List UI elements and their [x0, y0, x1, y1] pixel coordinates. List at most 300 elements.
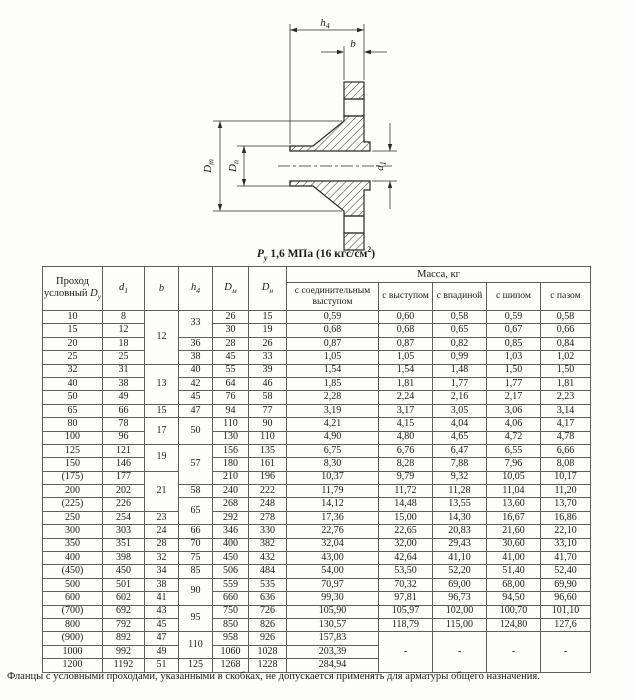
dim-label-dn: $D_n$ — [227, 160, 241, 172]
table-cell: 1,48 — [433, 364, 487, 377]
table-cell: 1,02 — [541, 351, 591, 364]
table-cell: 54,00 — [287, 565, 379, 578]
table-cell: 156 — [213, 444, 249, 457]
table-cell: 43 — [145, 605, 179, 618]
table-cell: 8,30 — [287, 458, 379, 471]
table-cell: 196 — [249, 471, 287, 484]
table-cell: 29,43 — [433, 538, 487, 551]
table-cell: 24 — [145, 525, 179, 538]
table-cell: 19 — [145, 444, 179, 471]
table-cell: 11,28 — [433, 485, 487, 498]
table-cell: 4,15 — [379, 418, 433, 431]
table-cell: 110 — [213, 418, 249, 431]
table-cell: 10 — [43, 311, 103, 324]
table-cell: 660 — [213, 592, 249, 605]
table-cell: 450 — [103, 565, 145, 578]
table-cell: (450) — [43, 565, 103, 578]
table-cell: 121 — [103, 444, 145, 457]
table-cell: 7,96 — [487, 458, 541, 471]
table-cell: 284,94 — [287, 659, 379, 672]
table-cell: 382 — [249, 538, 287, 551]
table-row — [43, 485, 591, 498]
table-cell: 11,72 — [379, 485, 433, 498]
table-cell: 14,30 — [433, 511, 487, 524]
table-cell: 66 — [179, 525, 213, 538]
table-cell: 115,00 — [433, 618, 487, 631]
table-cell: 157,83 — [287, 632, 379, 645]
table-cell: 0,99 — [433, 351, 487, 364]
table-cell: 70 — [179, 538, 213, 551]
table-row — [43, 632, 591, 645]
table-cell: 49 — [103, 391, 145, 404]
table-cell: - — [541, 632, 591, 672]
table-cell: 226 — [103, 498, 145, 511]
table-cell: 0,66 — [541, 324, 591, 337]
table-cell: 42 — [179, 377, 213, 390]
table-cell: 96 — [103, 431, 145, 444]
table-cell: (225) — [43, 498, 103, 511]
table-row — [43, 592, 591, 605]
dim-label-h4: $h_4$ — [320, 17, 330, 31]
col-header-dm: $D_м$ — [213, 267, 249, 311]
table-cell: 32 — [145, 552, 179, 565]
table-cell: 501 — [103, 578, 145, 591]
table-cell: 78 — [103, 418, 145, 431]
table-cell: 124,80 — [487, 618, 541, 631]
table-cell: 1,81 — [541, 377, 591, 390]
table-cell: 0,67 — [487, 324, 541, 337]
table-cell: 150 — [43, 458, 103, 471]
table-cell: 127,6 — [541, 618, 591, 631]
table-cell: 52,40 — [541, 565, 591, 578]
table-cell: 94 — [213, 404, 249, 417]
table-cell: 330 — [249, 525, 287, 538]
table-cell: 792 — [103, 618, 145, 631]
table-cell: 25 — [103, 351, 145, 364]
table-cell: 4,80 — [379, 431, 433, 444]
table-cell: 41,70 — [541, 552, 591, 565]
table-cell: 4,04 — [433, 418, 487, 431]
table-cell: 11,04 — [487, 485, 541, 498]
table-cell: 750 — [213, 605, 249, 618]
table-cell: 101,10 — [541, 605, 591, 618]
table-cell: 21,60 — [487, 525, 541, 538]
table-row — [43, 404, 591, 417]
table-cell: 20 — [43, 337, 103, 350]
table-cell: 350 — [43, 538, 103, 551]
table-cell: 1,05 — [379, 351, 433, 364]
table-cell: 30,60 — [487, 538, 541, 551]
table-cell: 4,21 — [287, 418, 379, 431]
table-cell: 11,20 — [541, 485, 591, 498]
pressure-rating-title: $Р_у$ 1,6 МПа (16 кгс/$см^2$) — [256, 245, 376, 263]
table-cell: 958 — [213, 632, 249, 645]
table-cell: 45 — [179, 391, 213, 404]
table-cell: 1268 — [213, 659, 249, 672]
table-cell: 6,55 — [487, 444, 541, 457]
table-cell: 202 — [103, 485, 145, 498]
table-cell: 4,78 — [541, 431, 591, 444]
table-cell: 0,59 — [287, 311, 379, 324]
table-cell: 7,88 — [433, 458, 487, 471]
table-cell: 69,00 — [433, 578, 487, 591]
table-cell: 99,30 — [287, 592, 379, 605]
table-cell: 38 — [103, 377, 145, 390]
table-cell: 96,73 — [433, 592, 487, 605]
table-cell: 36 — [179, 337, 213, 350]
table-cell: 484 — [249, 565, 287, 578]
table-cell: 68,00 — [487, 578, 541, 591]
table-cell: 200 — [43, 485, 103, 498]
table-cell: 398 — [103, 552, 145, 565]
table-cell: 240 — [213, 485, 249, 498]
table-cell: 4,72 — [487, 431, 541, 444]
table-cell: 10,37 — [287, 471, 379, 484]
table-cell: 254 — [103, 511, 145, 524]
table-cell: 64 — [213, 377, 249, 390]
table-row — [43, 538, 591, 551]
table-cell: 41 — [145, 592, 179, 605]
table-cell: 55 — [213, 364, 249, 377]
table-cell: 130 — [213, 431, 249, 444]
table-cell: 43,00 — [287, 552, 379, 565]
table-cell: 95 — [179, 605, 213, 632]
table-body — [43, 311, 591, 673]
table-cell: 41,10 — [433, 552, 487, 565]
table-cell: 125 — [43, 444, 103, 457]
table-cell: 47 — [145, 632, 179, 645]
table-cell: 692 — [103, 605, 145, 618]
col-header-mass: Масса, кг — [287, 267, 591, 283]
table-row — [43, 618, 591, 631]
table-cell: 1192 — [103, 659, 145, 672]
table-row — [43, 324, 591, 337]
table-cell: 90 — [249, 418, 287, 431]
table-cell: 1000 — [43, 645, 103, 658]
table-cell: 52,20 — [433, 565, 487, 578]
table-cell: 636 — [249, 592, 287, 605]
table-cell: 17 — [145, 418, 179, 445]
table-cell: 292 — [213, 511, 249, 524]
table-cell: 0,60 — [379, 311, 433, 324]
table-row — [43, 525, 591, 538]
table-cell: 57 — [179, 444, 213, 484]
table-cell: - — [487, 632, 541, 672]
table-cell: 1,81 — [379, 377, 433, 390]
table-row — [43, 311, 591, 324]
table-cell: 70,97 — [287, 578, 379, 591]
table-cell: 1,54 — [379, 364, 433, 377]
table-cell: 32,04 — [287, 538, 379, 551]
table-cell: 6,66 — [541, 444, 591, 457]
table-cell: 13,70 — [541, 498, 591, 511]
table-cell: 9,79 — [379, 471, 433, 484]
table-cell: 51,40 — [487, 565, 541, 578]
col-header-mass-joint: с соединительным выступом — [287, 283, 379, 311]
table-cell: 346 — [213, 525, 249, 538]
col-header-d1: $d_1$ — [103, 267, 145, 311]
table-cell: 16,67 — [487, 511, 541, 524]
table-cell: 10,17 — [541, 471, 591, 484]
table-cell: 105,90 — [287, 605, 379, 618]
table-cell: 161 — [249, 458, 287, 471]
table-cell: 0,85 — [487, 337, 541, 350]
table-cell: 26 — [249, 337, 287, 350]
table-cell: 450 — [213, 552, 249, 565]
table-cell: 22,10 — [541, 525, 591, 538]
table-cell: 66 — [103, 404, 145, 417]
table-cell: 32,00 — [379, 538, 433, 551]
table-cell: 16,86 — [541, 511, 591, 524]
table-cell: 3,14 — [541, 404, 591, 417]
table-cell: 8 — [103, 311, 145, 324]
table-row — [43, 418, 591, 431]
table-cell: 32 — [43, 364, 103, 377]
table-cell: 992 — [103, 645, 145, 658]
table-cell: 146 — [103, 458, 145, 471]
table-cell: 3,17 — [379, 404, 433, 417]
table-cell: 19 — [249, 324, 287, 337]
table-cell: 559 — [213, 578, 249, 591]
table-cell: 506 — [213, 565, 249, 578]
table-cell: 3,19 — [287, 404, 379, 417]
table-cell: 222 — [249, 485, 287, 498]
table-row — [43, 605, 591, 618]
table-cell: 20,83 — [433, 525, 487, 538]
table-cell: 268 — [213, 498, 249, 511]
table-cell: 8,28 — [379, 458, 433, 471]
table-cell: 351 — [103, 538, 145, 551]
table-cell: 9,32 — [433, 471, 487, 484]
table-cell: 0,87 — [379, 337, 433, 350]
table-cell: (900) — [43, 632, 103, 645]
table-cell: 726 — [249, 605, 287, 618]
table-cell: 110 — [179, 632, 213, 659]
footnote: Фланцы с условными проходами, указанными в скобках, не допускается применять для арматуры общего назначения. — [7, 671, 540, 682]
table-row — [43, 565, 591, 578]
table-cell: 96,60 — [541, 592, 591, 605]
flange-table — [42, 266, 591, 673]
table-cell: 926 — [249, 632, 287, 645]
table-cell: 94,50 — [487, 592, 541, 605]
table-cell: 8,08 — [541, 458, 591, 471]
table-cell: 1,03 — [487, 351, 541, 364]
flange-drawing — [185, 0, 465, 258]
table-cell: (700) — [43, 605, 103, 618]
table-cell: 1,50 — [487, 364, 541, 377]
table-cell: 10,05 — [487, 471, 541, 484]
table-cell: 75 — [179, 552, 213, 565]
table-cell: 2,17 — [487, 391, 541, 404]
table-cell: 100,70 — [487, 605, 541, 618]
table-cell: 14,48 — [379, 498, 433, 511]
table-cell: 0,68 — [379, 324, 433, 337]
table-cell: 3,06 — [487, 404, 541, 417]
table-cell: 110 — [249, 431, 287, 444]
table-cell: 6,75 — [287, 444, 379, 457]
table-cell: 1,54 — [287, 364, 379, 377]
table-cell: 892 — [103, 632, 145, 645]
table-cell: 0,68 — [287, 324, 379, 337]
table-cell: 33,10 — [541, 538, 591, 551]
table-cell: 23 — [145, 511, 179, 524]
table-cell: 80 — [43, 418, 103, 431]
table-row — [43, 431, 591, 444]
table-cell: 85 — [179, 565, 213, 578]
table-cell: 38 — [179, 351, 213, 364]
table-cell: 39 — [249, 364, 287, 377]
table-cell: 21 — [145, 471, 179, 511]
table-cell: 33 — [249, 351, 287, 364]
table-cell: 77 — [249, 404, 287, 417]
table-row — [43, 351, 591, 364]
table-cell: 30 — [213, 324, 249, 337]
table-cell: 210 — [213, 471, 249, 484]
table-cell: 34 — [145, 565, 179, 578]
table-cell: 1060 — [213, 645, 249, 658]
table-cell: 177 — [103, 471, 145, 484]
table-cell: 12 — [145, 311, 179, 365]
table-cell: 47 — [179, 404, 213, 417]
table-cell: 0,87 — [287, 337, 379, 350]
table-cell: 826 — [249, 618, 287, 631]
table-cell: 28 — [145, 538, 179, 551]
table-row — [43, 364, 591, 377]
table-cell: 1028 — [249, 645, 287, 658]
table-cell: 65 — [179, 498, 213, 525]
table-cell: 3,05 — [433, 404, 487, 417]
table-cell: 28 — [213, 337, 249, 350]
table-cell: 38 — [145, 578, 179, 591]
table-cell: 1,05 — [287, 351, 379, 364]
table-cell: (175) — [43, 471, 103, 484]
table-cell: 50 — [43, 391, 103, 404]
table-cell: 602 — [103, 592, 145, 605]
table-cell: 26 — [213, 311, 249, 324]
dim-label-dm: $D_m$ — [202, 159, 216, 173]
table-cell: 45 — [213, 351, 249, 364]
table-cell: 102,00 — [433, 605, 487, 618]
table-cell: 33 — [179, 311, 213, 338]
table-cell: 125 — [179, 659, 213, 672]
col-header-b: b — [145, 267, 179, 311]
col-header-mass-raised: с выступом — [379, 283, 433, 311]
table-cell: 4,65 — [433, 431, 487, 444]
table-cell: 15 — [145, 404, 179, 417]
table-cell: 11,79 — [287, 485, 379, 498]
table-cell: 2,23 — [541, 391, 591, 404]
table-cell: 203,39 — [287, 645, 379, 658]
table-cell: 69,90 — [541, 578, 591, 591]
table-cell: 1,85 — [287, 377, 379, 390]
table-cell: 42,64 — [379, 552, 433, 565]
table-cell: 2,24 — [379, 391, 433, 404]
table-cell: 0,59 — [487, 311, 541, 324]
table-cell: 0,82 — [433, 337, 487, 350]
table-cell: 130,57 — [287, 618, 379, 631]
table-cell: 248 — [249, 498, 287, 511]
table-cell: 1,77 — [487, 377, 541, 390]
table-row — [43, 337, 591, 350]
table-cell: 13 — [145, 364, 179, 404]
table-cell: 17,36 — [287, 511, 379, 524]
table-cell: 2,28 — [287, 391, 379, 404]
table-row — [43, 377, 591, 390]
table-cell: 135 — [249, 444, 287, 457]
table-cell: 400 — [213, 538, 249, 551]
table-cell: 22,65 — [379, 525, 433, 538]
table-cell: 90 — [179, 578, 213, 605]
dim-label-d1: $d_1$ — [374, 161, 388, 171]
table-row — [43, 578, 591, 591]
table-cell: 12 — [103, 324, 145, 337]
table-cell: 432 — [249, 552, 287, 565]
table-row — [43, 458, 591, 471]
table-cell: 0,58 — [433, 311, 487, 324]
col-header-h4: $h_4$ — [179, 267, 213, 311]
table-cell: 800 — [43, 618, 103, 631]
table-cell: 1,77 — [433, 377, 487, 390]
table-cell: 51 — [145, 659, 179, 672]
table-cell: 0,84 — [541, 337, 591, 350]
table-cell: 600 — [43, 592, 103, 605]
table-cell: 0,58 — [541, 311, 591, 324]
table-cell: 250 — [43, 511, 103, 524]
table-cell: 6,47 — [433, 444, 487, 457]
table-cell: 18 — [103, 337, 145, 350]
table-cell: 31 — [103, 364, 145, 377]
table-row — [43, 391, 591, 404]
table-cell: 14,12 — [287, 498, 379, 511]
table-cell: 50 — [179, 418, 213, 445]
table-cell: 500 — [43, 578, 103, 591]
table-cell: 65 — [43, 404, 103, 417]
table-cell: 278 — [249, 511, 287, 524]
dim-label-b: b — [350, 38, 356, 50]
table-cell: 40 — [43, 377, 103, 390]
table-cell: 15 — [249, 311, 287, 324]
table-row — [43, 511, 591, 524]
table-cell: 22,76 — [287, 525, 379, 538]
col-header-mass-recess: с впадиной — [433, 283, 487, 311]
table-cell: 13,60 — [487, 498, 541, 511]
table-row — [43, 498, 591, 511]
table-cell: 40 — [179, 364, 213, 377]
table-cell: 45 — [145, 618, 179, 631]
col-header-dn: $D_н$ — [249, 267, 287, 311]
table-cell: 53,50 — [379, 565, 433, 578]
col-header-mass-tongue: с шипом — [487, 283, 541, 311]
table-cell: 4,17 — [541, 418, 591, 431]
table-cell: 1,50 — [541, 364, 591, 377]
col-header-dy: Проход условный $D_у$ — [43, 267, 103, 311]
table-cell: 1200 — [43, 659, 103, 672]
table-cell: 70,32 — [379, 578, 433, 591]
table-cell: 535 — [249, 578, 287, 591]
table-cell: 2,16 — [433, 391, 487, 404]
table-cell: - — [379, 632, 433, 672]
table-cell: 118,79 — [379, 618, 433, 631]
table-cell: 180 — [213, 458, 249, 471]
table-cell: - — [433, 632, 487, 672]
table-cell: 13,55 — [433, 498, 487, 511]
table-cell: 850 — [213, 618, 249, 631]
table-cell: 400 — [43, 552, 103, 565]
table-cell: 4,06 — [487, 418, 541, 431]
table-cell: 300 — [43, 525, 103, 538]
table-cell: 100 — [43, 431, 103, 444]
table-cell: 1228 — [249, 659, 287, 672]
